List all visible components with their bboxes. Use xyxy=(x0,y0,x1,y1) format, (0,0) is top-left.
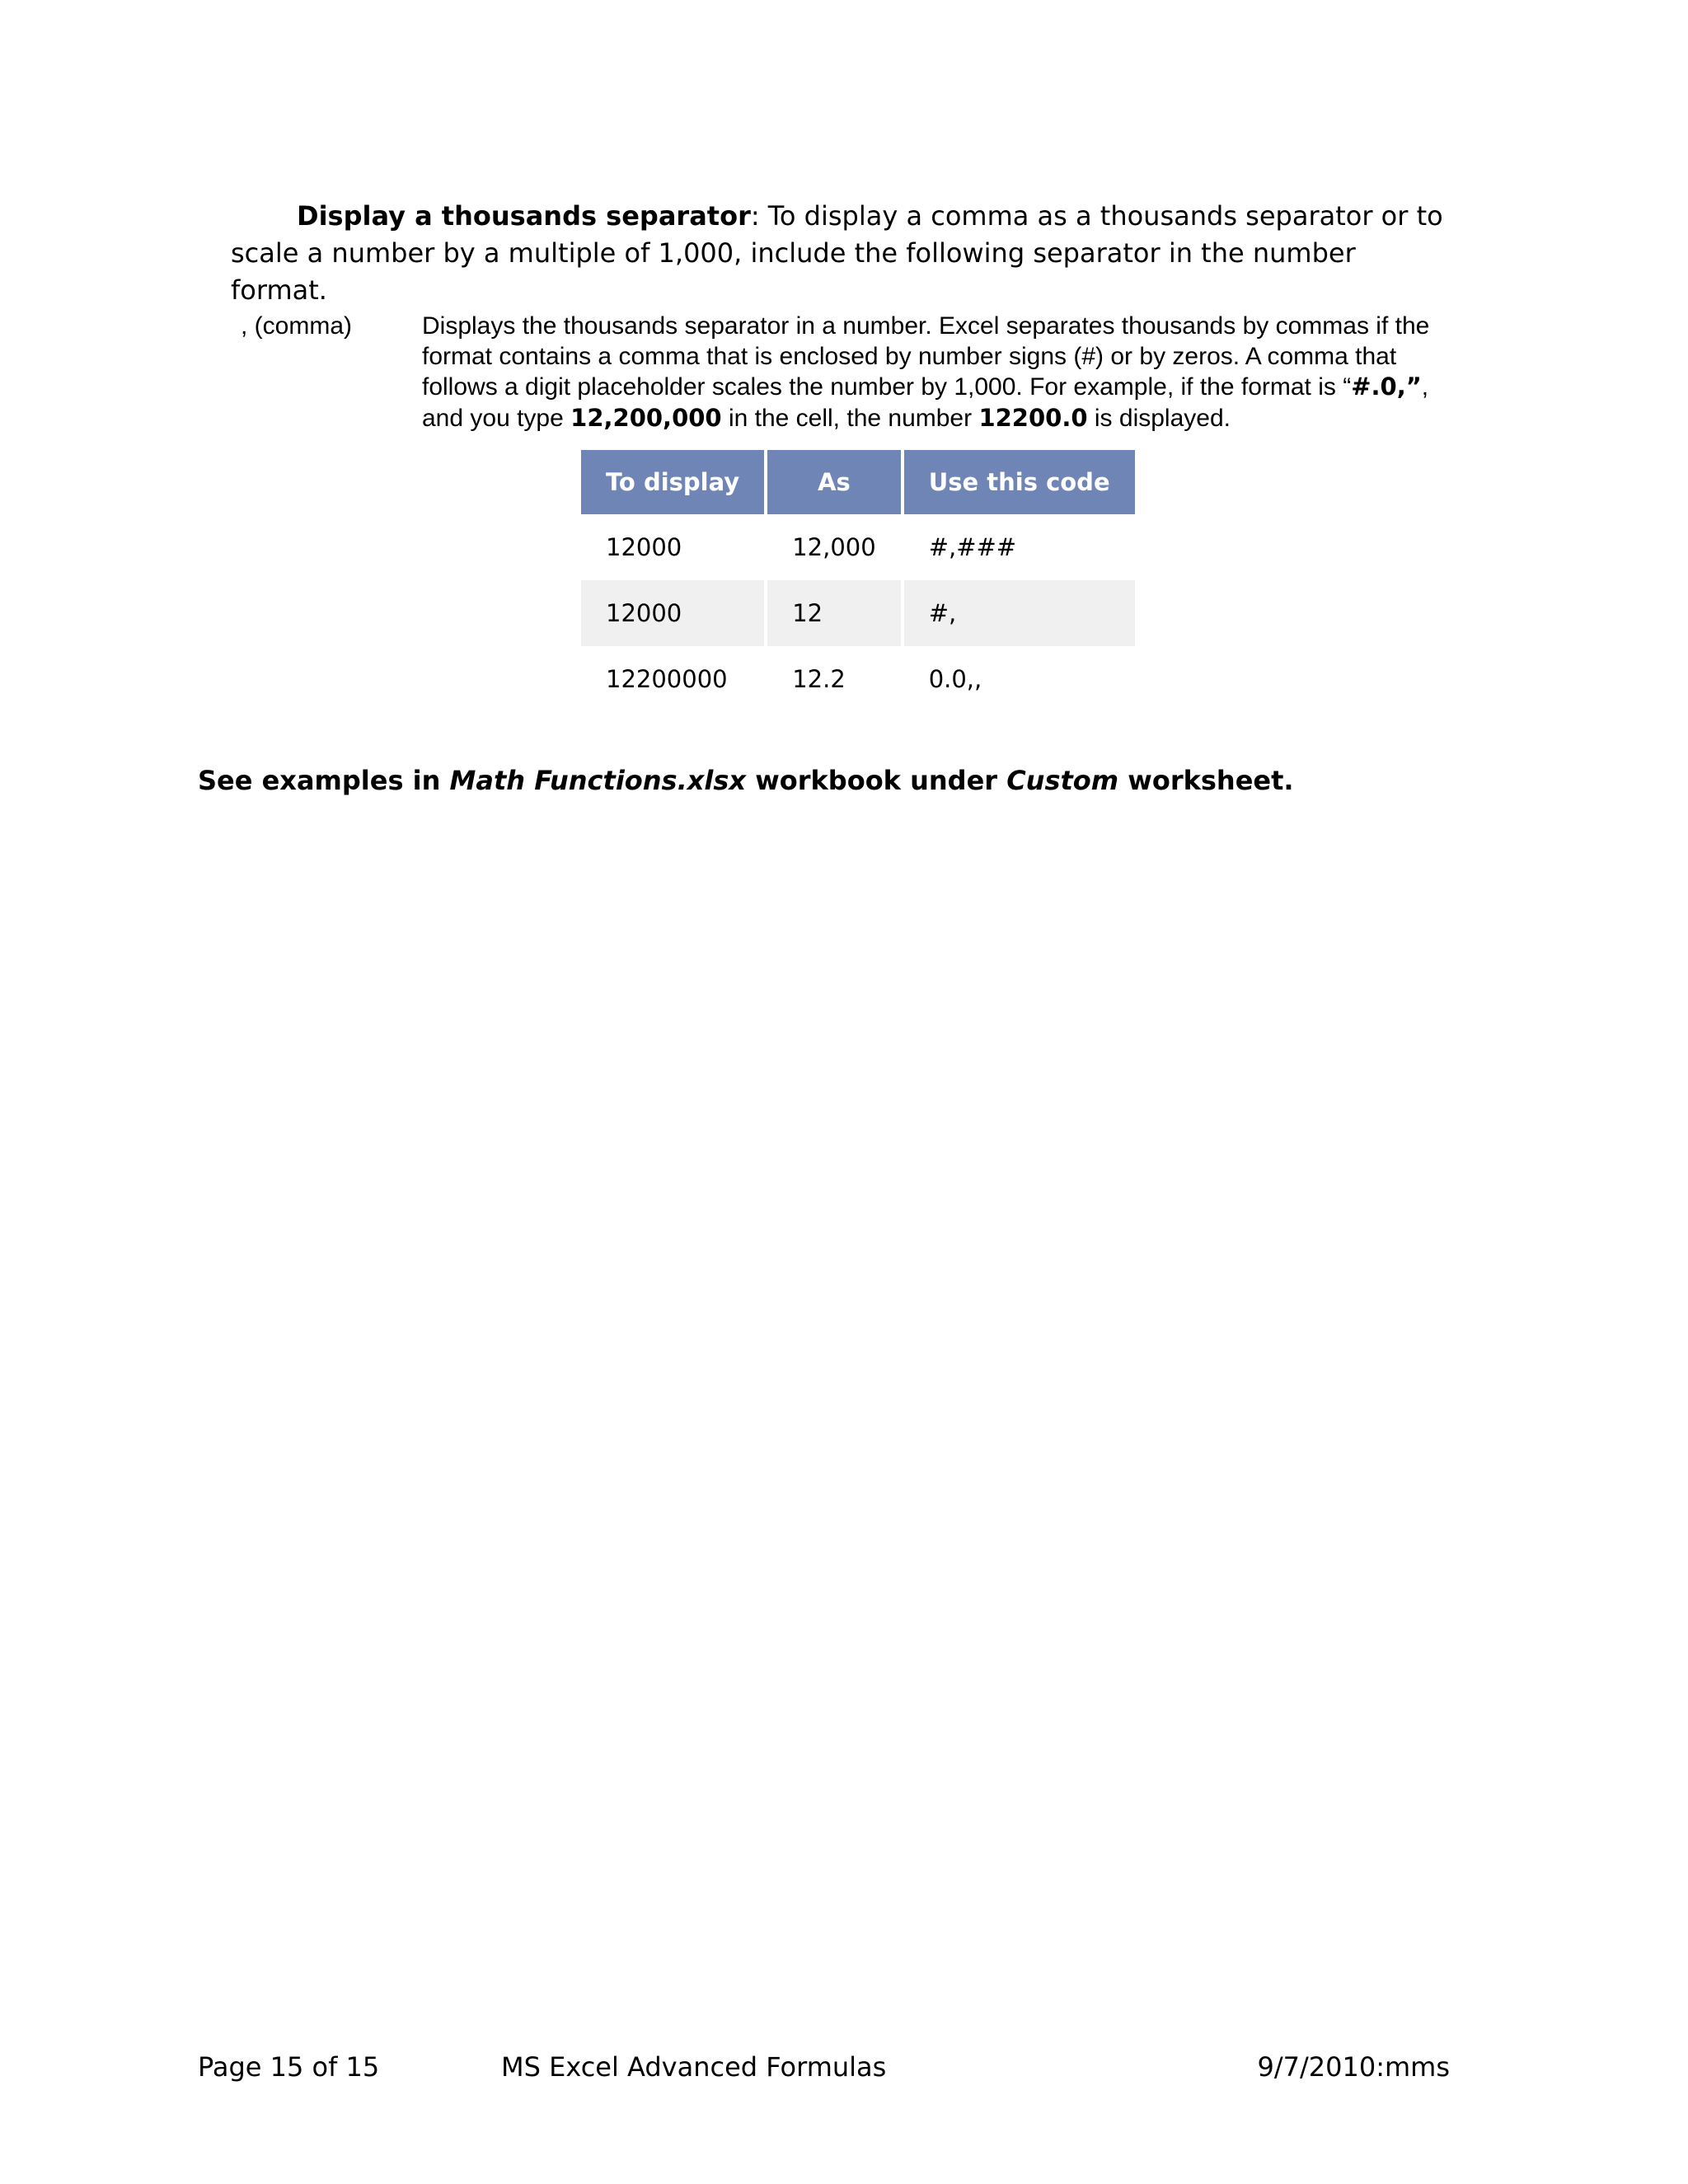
cell-code: 0.0,, xyxy=(928,665,982,693)
definition-typed-value: 12,200,000 xyxy=(570,403,722,432)
intro-paragraph xyxy=(231,198,1451,309)
header-as: As xyxy=(767,450,900,514)
definition-term: , (comma) xyxy=(241,312,352,340)
see-examples-part-1: See examples in xyxy=(198,765,450,796)
see-examples-part-2: workbook under xyxy=(746,765,1007,796)
cell-as: 12,000 xyxy=(792,533,876,561)
definition-text-part-4: is displayed. xyxy=(1087,404,1231,432)
header-use-this-code: Use this code xyxy=(904,450,1135,514)
intro-text: : To display a comma as a thousands separator or to scale a number by a multiple of 1,000, include the following separator in the number format. xyxy=(231,200,1443,306)
workbook-name: Math Functions.xlsx xyxy=(449,765,747,796)
table-row xyxy=(581,514,1135,580)
cell-as: 12 xyxy=(767,580,900,646)
table-header-row xyxy=(581,450,1135,514)
cell-code: #, xyxy=(904,580,1135,646)
header-to-display: To display xyxy=(581,450,764,514)
definition-code-format: #.0,” xyxy=(1351,373,1422,401)
format-code-table xyxy=(578,450,1138,712)
cell-to-display: 12000 xyxy=(606,533,682,561)
cell-code: #,### xyxy=(928,533,1017,561)
definition-text xyxy=(422,312,1452,434)
worksheet-name: Custom xyxy=(1006,765,1119,796)
definition-text-part-1: Displays the thousands separator in a number. Excel separates thousands by commas if the format contains a comma that is enclosed by number signs (#) or by zeros. A comma that follows a digit placeholder scales the number by 1,000. For example, if the format is “ xyxy=(422,312,1430,401)
footer-page-number: Page 15 of 15 xyxy=(198,2051,380,2083)
intro-heading: Display a thousands separator xyxy=(297,200,751,232)
footer-title: MS Excel Advanced Formulas xyxy=(501,2051,887,2083)
table-row xyxy=(581,580,1135,646)
footer-date: 9/7/2010:mms xyxy=(1257,2051,1450,2083)
cell-as: 12.2 xyxy=(792,665,846,693)
see-examples-part-3: worksheet. xyxy=(1118,765,1294,796)
see-examples-note xyxy=(198,763,1294,798)
definition-text-part-2: , and you type xyxy=(422,373,1429,432)
cell-to-display: 12200000 xyxy=(606,665,728,693)
definition-displayed-value: 12200.0 xyxy=(978,403,1088,432)
table-row xyxy=(581,646,1135,712)
cell-to-display: 12000 xyxy=(581,580,764,646)
definition-text-part-3: in the cell, the number xyxy=(721,404,979,432)
